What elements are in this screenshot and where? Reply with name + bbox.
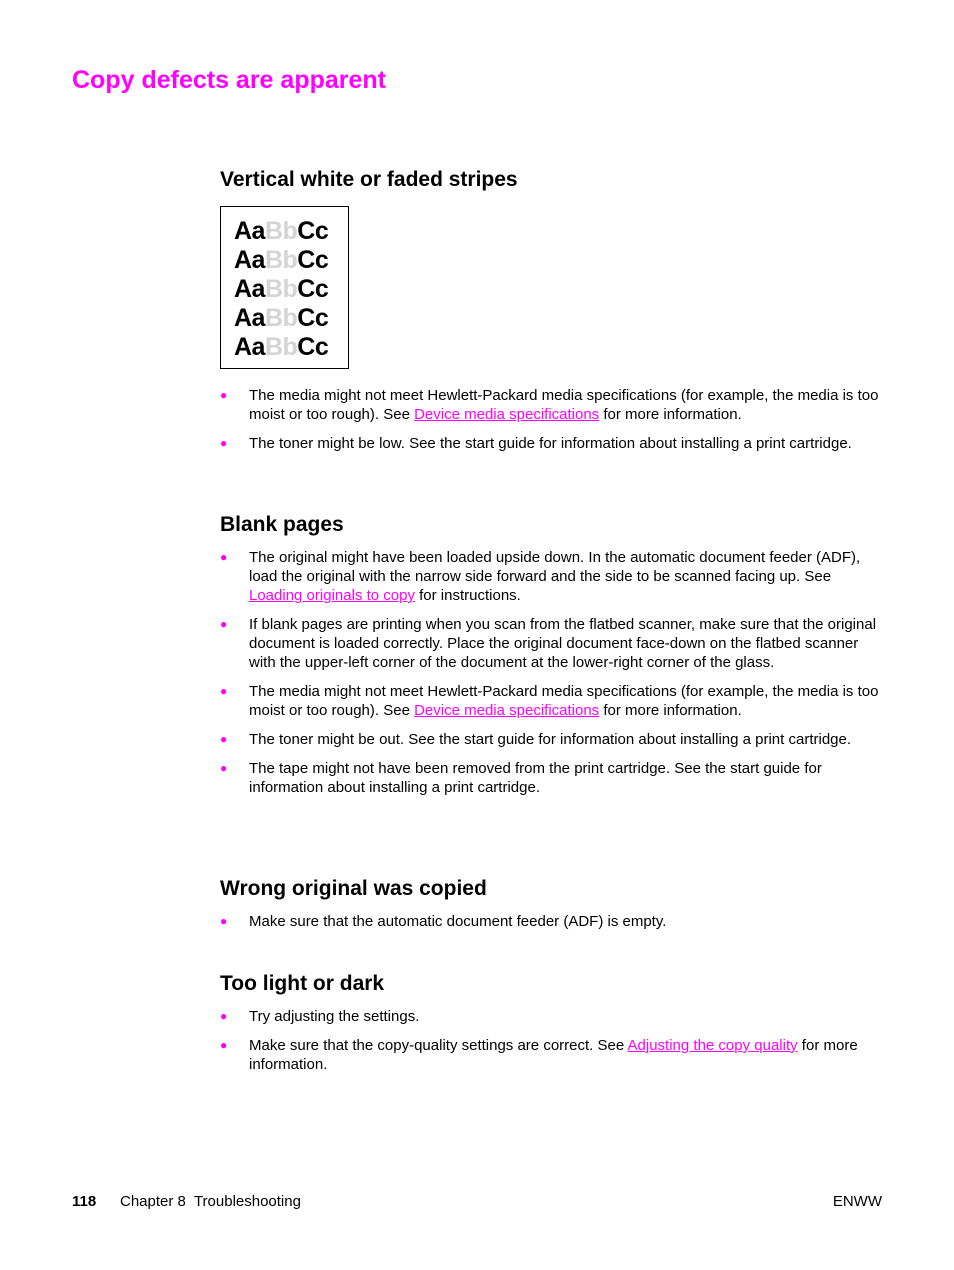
bullet-icon: ●: [220, 617, 228, 631]
list-item: ● The original might have been loaded upside down. In the automatic document feeder (ADF), load the original with the narrow side forward and the side to be scanned facing up. See Loading originals to copy for instructions.: [220, 549, 861, 604]
link-adjusting-copy-quality[interactable]: Adjusting the copy quality: [627, 1037, 798, 1054]
list-item: ● The toner might be low. See the start guide for information about installing a print cartridge.: [220, 435, 852, 452]
bullet-list-blank-pages: [220, 548, 884, 807]
list-item: ● Make sure that the copy-quality settings are correct. See Adjusting the copy quality for more information.: [220, 1037, 858, 1073]
bullet-icon: ●: [220, 388, 228, 402]
sample-line: AaBbCc: [234, 304, 329, 332]
bullet-icon: ●: [220, 732, 228, 746]
section-heading-blank-pages: Blank pages: [220, 513, 344, 536]
bullet-list-wrong-original: [220, 912, 884, 941]
section-heading-wrong-original: Wrong original was copied: [220, 877, 487, 900]
bullet-icon: ●: [220, 761, 228, 775]
sample-line: AaBbCc: [234, 333, 329, 361]
link-device-media-specifications[interactable]: Device media specifications: [414, 702, 600, 719]
bullet-icon: ●: [220, 1009, 228, 1023]
sample-line: AaBbCc: [234, 217, 329, 245]
link-device-media-specifications[interactable]: Device media specifications: [414, 406, 600, 423]
list-item: ● Make sure that the automatic document feeder (ADF) is empty.: [220, 913, 667, 930]
footer-enww: ENWW: [832, 1193, 882, 1210]
faded-stripes-sample-image: [220, 206, 349, 369]
section-heading-vertical-stripes: Vertical white or faded stripes: [220, 168, 518, 191]
section-heading-too-light-or-dark: Too light or dark: [220, 972, 385, 995]
list-item: ● The tape might not have been removed from the print cartridge. See the start guide for information about installing a print cartridge.: [220, 760, 822, 796]
bullet-icon: ●: [220, 436, 228, 450]
link-loading-originals[interactable]: Loading originals to copy: [249, 587, 415, 604]
bullet-list-too-light-or-dark: [220, 1007, 884, 1084]
bullet-icon: ●: [220, 1038, 228, 1052]
page-number: 118: [72, 1193, 97, 1210]
bullet-icon: ●: [220, 550, 228, 564]
sample-line: AaBbCc: [234, 275, 329, 303]
bullet-icon: ●: [220, 914, 228, 928]
list-item: ● The toner might be out. See the start guide for information about installing a print cartridge.: [220, 731, 852, 748]
bullet-icon: ●: [220, 684, 228, 698]
list-item: ● The media might not meet Hewlett-Packard media specifications (for example, the media is too moist or too rough). See Device media specifications for more information.: [220, 387, 879, 423]
list-item: ● If blank pages are printing when you scan from the flatbed scanner, make sure that the original document is loaded correctly. Place the original document face-down on the flatbed scanner with the upper-left corner of the document at the lower-right corner of the glass.: [220, 616, 877, 671]
list-item: ● The media might not meet Hewlett-Packard media specifications (for example, the media is too moist or too rough). See Device media specifications for more information.: [220, 683, 879, 719]
sample-line: AaBbCc: [234, 246, 329, 274]
footer-chapter: Chapter 8 Troubleshooting: [120, 1193, 301, 1210]
page-title: Copy defects are apparent: [72, 66, 386, 94]
bullet-list-vertical-stripes: [220, 386, 884, 463]
list-item: ● Try adjusting the settings.: [220, 1008, 420, 1025]
